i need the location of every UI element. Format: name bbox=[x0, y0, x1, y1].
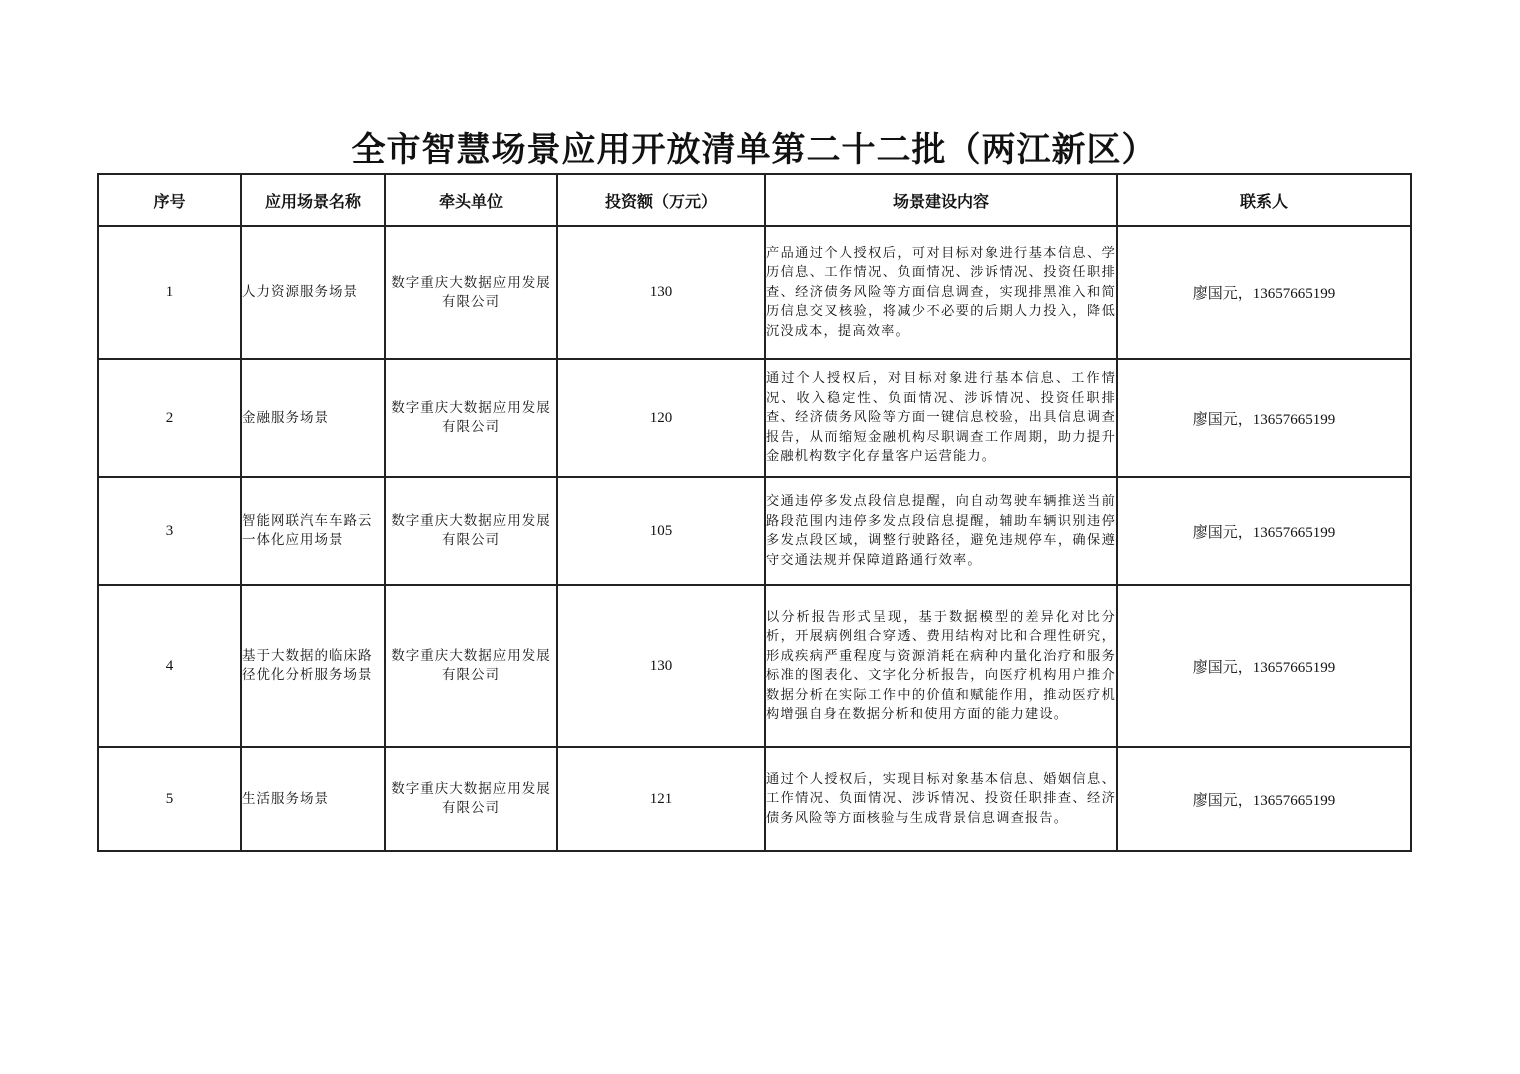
cell-scenario-name: 人力资源服务场景 bbox=[241, 226, 385, 359]
cell-lead-unit: 数字重庆大数据应用发展有限公司 bbox=[385, 226, 557, 359]
table-row bbox=[98, 747, 1411, 851]
table-row bbox=[98, 359, 1411, 477]
cell-investment: 121 bbox=[557, 747, 765, 851]
cell-lead-unit: 数字重庆大数据应用发展有限公司 bbox=[385, 359, 557, 477]
header-content: 场景建设内容 bbox=[765, 174, 1117, 226]
header-scenario-name: 应用场景名称 bbox=[241, 174, 385, 226]
table-header-row bbox=[98, 174, 1411, 226]
cell-content: 通过个人授权后，对目标对象进行基本信息、工作情况、收入稳定性、负面情况、涉诉情况、投资任职排查、经济债务风险等方面一键信息校验，出具信息调查报告，从而缩短金融机构尽职调查工作周期，助力提升金融机构数字化存量客户运营能力。 bbox=[765, 359, 1117, 477]
cell-contact: 廖国元，13657665199 bbox=[1117, 359, 1411, 477]
cell-contact: 廖国元，13657665199 bbox=[1117, 477, 1411, 585]
table-row bbox=[98, 477, 1411, 585]
header-investment: 投资额（万元） bbox=[557, 174, 765, 226]
cell-content: 通过个人授权后，实现目标对象基本信息、婚姻信息、工作情况、负面情况、涉诉情况、投资任职排查、经济债务风险等方面核验与生成背景信息调查报告。 bbox=[765, 747, 1117, 851]
cell-lead-unit: 数字重庆大数据应用发展有限公司 bbox=[385, 477, 557, 585]
cell-content: 交通违停多发点段信息提醒，向自动驾驶车辆推送当前路段范围内违停多发点段信息提醒，辅助车辆识别违停多发点段区域，调整行驶路径，避免违规停车，确保遵守交通法规并保障道路通行效率。 bbox=[765, 477, 1117, 585]
cell-content: 以分析报告形式呈现，基于数据模型的差异化对比分析，开展病例组合穿透、费用结构对比和合理性研究，形成疾病严重程度与资源消耗在病种内量化治疗和服务标准的图表化、文字化分析报告，向医疗机构用户推介数据分析在实际工作中的价值和赋能作用，推动医疗机构增强自身在数据分析和使用方面的能力建设。 bbox=[765, 585, 1117, 747]
cell-lead-unit: 数字重庆大数据应用发展有限公司 bbox=[385, 585, 557, 747]
cell-contact: 廖国元，13657665199 bbox=[1117, 747, 1411, 851]
cell-contact: 廖国元，13657665199 bbox=[1117, 226, 1411, 359]
table-row bbox=[98, 226, 1411, 359]
header-lead-unit: 牵头单位 bbox=[385, 174, 557, 226]
cell-scenario-name: 基于大数据的临床路径优化分析服务场景 bbox=[241, 585, 385, 747]
cell-lead-unit: 数字重庆大数据应用发展有限公司 bbox=[385, 747, 557, 851]
cell-seq: 3 bbox=[98, 477, 241, 585]
cell-investment: 130 bbox=[557, 585, 765, 747]
cell-seq: 2 bbox=[98, 359, 241, 477]
header-contact: 联系人 bbox=[1117, 174, 1411, 226]
cell-seq: 1 bbox=[98, 226, 241, 359]
cell-investment: 130 bbox=[557, 226, 765, 359]
cell-scenario-name: 金融服务场景 bbox=[241, 359, 385, 477]
page-title: 全市智慧场景应用开放清单第二十二批（两江新区） bbox=[351, 130, 1157, 170]
header-seq: 序号 bbox=[98, 174, 241, 226]
cell-scenario-name: 智能网联汽车车路云一体化应用场景 bbox=[241, 477, 385, 585]
scenario-list-table bbox=[97, 173, 1412, 852]
cell-seq: 5 bbox=[98, 747, 241, 851]
cell-scenario-name: 生活服务场景 bbox=[241, 747, 385, 851]
cell-investment: 120 bbox=[557, 359, 765, 477]
cell-seq: 4 bbox=[98, 585, 241, 747]
table-row bbox=[98, 585, 1411, 747]
cell-content: 产品通过个人授权后，可对目标对象进行基本信息、学历信息、工作情况、负面情况、涉诉情况、投资任职排查、经济债务风险等方面信息调查，实现排黑准入和简历信息交叉核验，将减少不必要的后期人力投入，降低沉没成本，提高效率。 bbox=[765, 226, 1117, 359]
cell-contact: 廖国元，13657665199 bbox=[1117, 585, 1411, 747]
cell-investment: 105 bbox=[557, 477, 765, 585]
